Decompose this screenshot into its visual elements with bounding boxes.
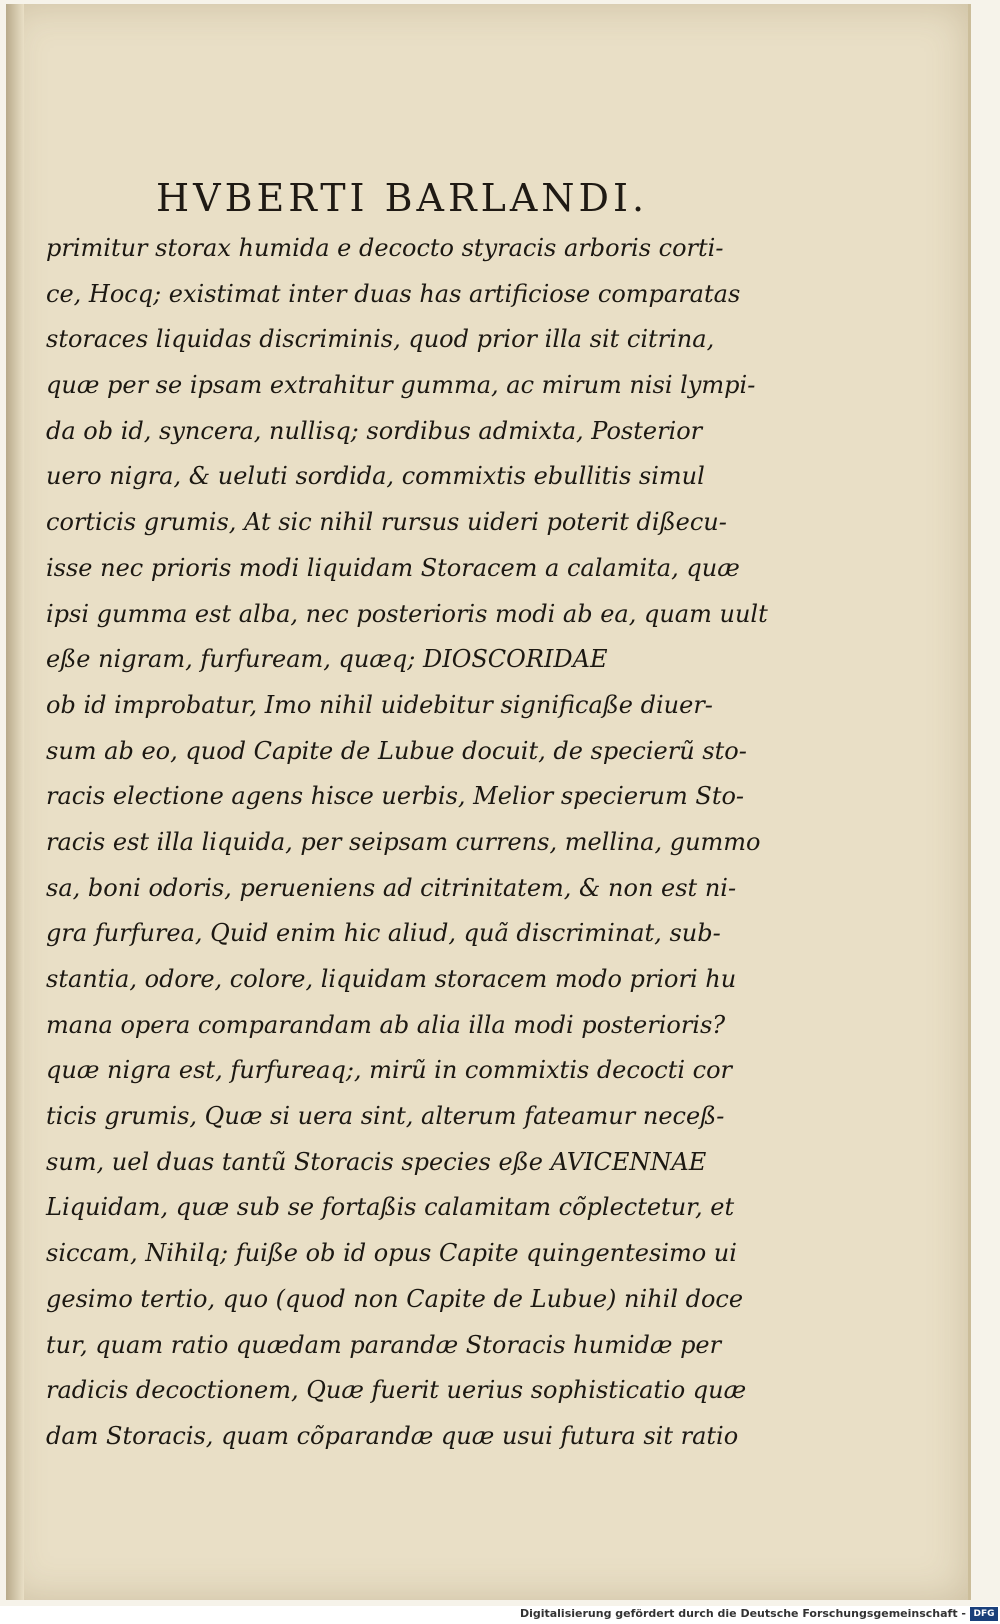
body-text [46, 226, 786, 1460]
text-line: quæ nigra est, furfureaq;, mirũ in commixtis decocti cor [46, 1056, 733, 1085]
text-line: primitur storax humida e decocto styracis arboris corti- [46, 234, 724, 262]
text-line: radicis decoctionem, Quæ fuerit uerius sophisticatio quæ [46, 1376, 747, 1405]
footer-bar [0, 1606, 1000, 1624]
text-line: corticis grumis, At sic nihil rursus uideri poterit dißecu- [46, 508, 727, 537]
text-line: isse nec prioris modi liquidam Storacem a calamita, quæ [46, 553, 740, 582]
text-line: sum ab eo, quod Capite de Lubue docuit, de specierũ sto- [46, 736, 747, 765]
book-page [6, 4, 971, 1600]
text-line: racis est illa liquida, per seipsam currens, mellina, gummo [46, 827, 761, 856]
text-line: sum, uel duas tantũ Storacis species eße AVICENNAE [46, 1147, 707, 1176]
text-line: mana opera comparandam ab alia illa modi posterioris? [46, 1010, 726, 1039]
text-line: da ob id, syncera, nullisq; sordibus admixta, Posterior [46, 416, 703, 445]
text-line: uero nigra, & ueluti sordida, commixtis ebullitis simul [46, 462, 705, 491]
running-head: HVBERTI BARLANDI. [156, 176, 649, 220]
text-line: ob id improbatur, Imo nihil uidebitur significaße diuer- [46, 690, 713, 719]
text-line: ce, Hocq; existimat inter duas has artificiose comparatas [46, 279, 741, 308]
text-line: sa, boni odoris, perueniens ad citrinitatem, & non est ni- [46, 873, 737, 902]
text-line: tur, quam ratio quædam parandæ Storacis humidæ per [46, 1330, 722, 1359]
text-line: racis electione agens hisce uerbis, Melior specierum Sto- [46, 782, 745, 811]
text-line: gesimo tertio, quo (quod non Capite de Lubue) nihil doce [46, 1284, 744, 1313]
text-line: gra furfurea, Quid enim hic aliud, quã discriminat, sub- [46, 919, 721, 948]
text-line: eße nigram, furfuream, quæq; DIOSCORIDAE [46, 645, 608, 674]
text-line: quæ per se ipsam extrahitur gumma, ac mirum nisi lympi- [46, 371, 756, 400]
text-line: siccam, Nihilq; fuiße ob id opus Capite quingentesimo ui [46, 1239, 737, 1268]
page-spine-shadow [6, 4, 24, 1600]
text-line: dam Storacis, quam cõparandæ quæ usui futura sit ratio [46, 1421, 739, 1450]
dfg-logo: DFG [970, 1607, 998, 1621]
text-line: ticis grumis, Quæ si uera sint, alterum fateamur neceß- [46, 1102, 725, 1131]
text-line: Liquidam, quæ sub se fortaßis calamitam cõplectetur, et [46, 1193, 735, 1222]
text-line: ipsi gumma est alba, nec posterioris modi ab ea, quam uult [46, 599, 768, 628]
text-line: stantia, odore, colore, liquidam storacem modo priori hu [46, 965, 737, 993]
funding-credit: Digitalisierung gefördert durch die Deutsche Forschungsgemeinschaft - [519, 1607, 966, 1620]
text-line: storaces liquidas discriminis, quod prior illa sit citrina, [46, 325, 715, 354]
